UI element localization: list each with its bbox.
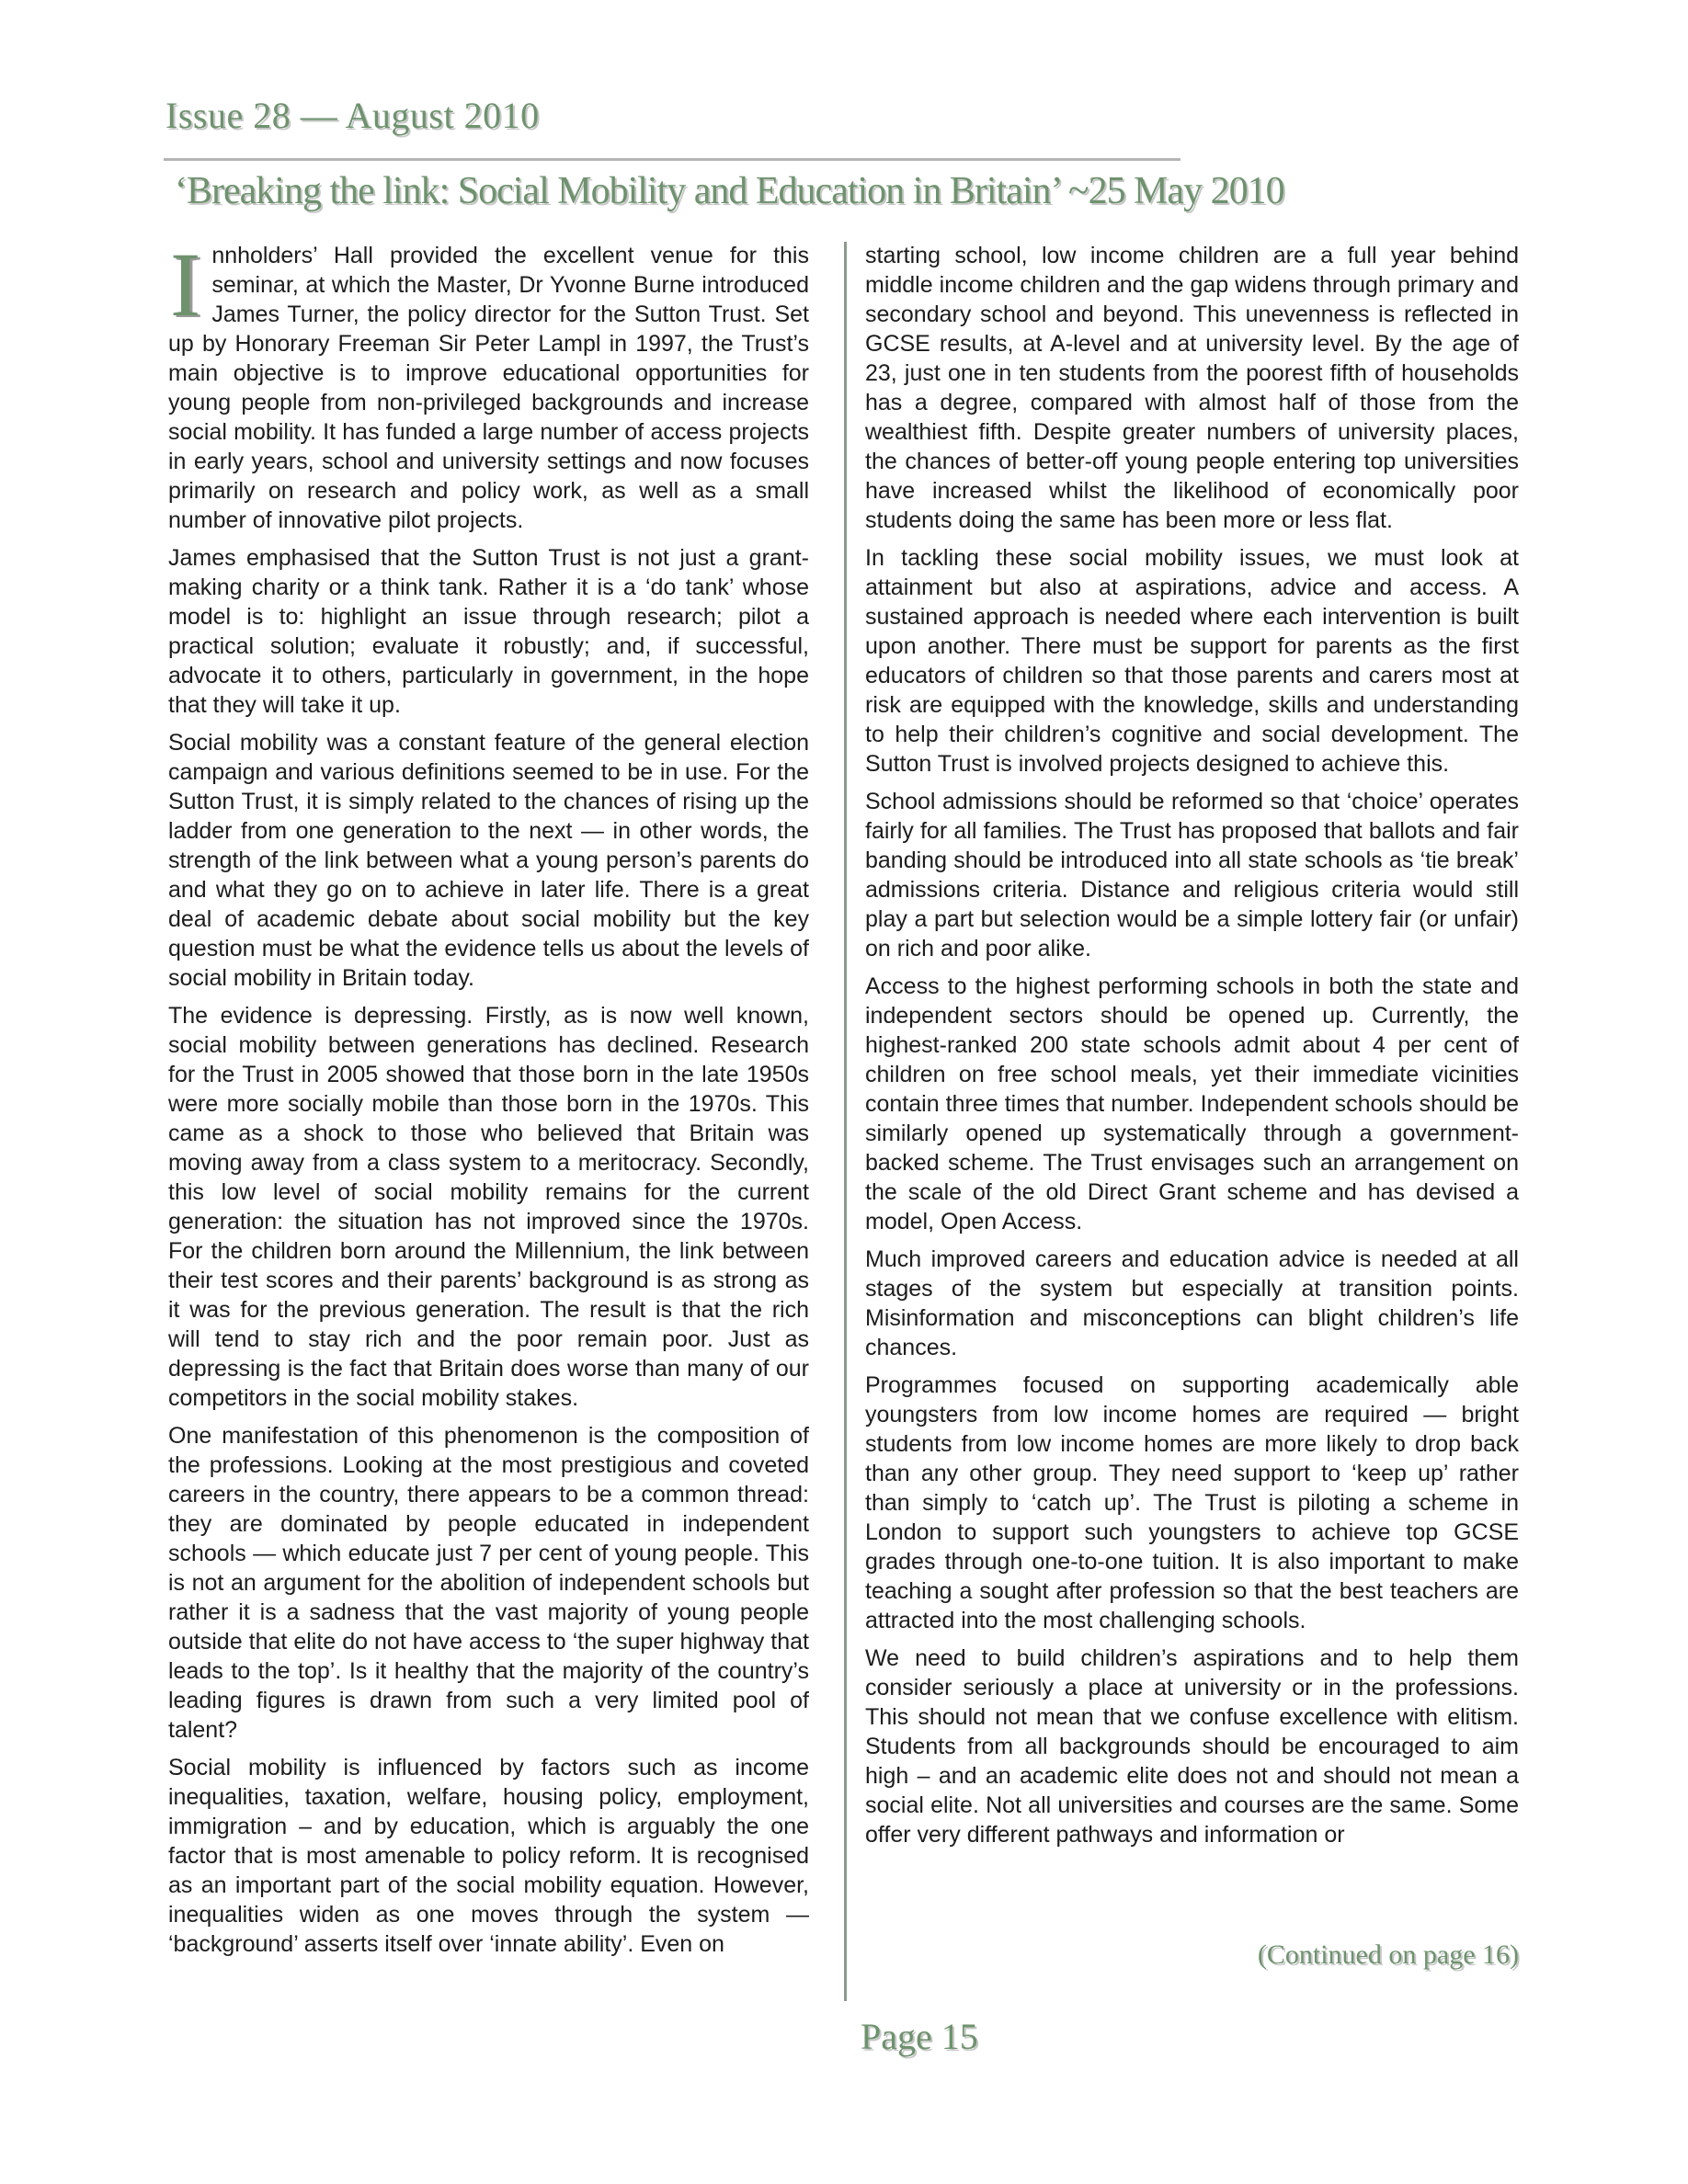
article-title: ‘Breaking the link: Social Mobility and Education in Britain’ ~25 May 2010 bbox=[175, 170, 1284, 212]
issue-header: Issue 28 — August 2010 bbox=[165, 95, 540, 136]
article-paragraph: Social mobility was a constant feature of the general election campaign and various definitions seemed to be in use. For the Sutton Trust, it is simply related to the chances of rising up the ladder from one generation to the next — in other words, the strength of the link between what a young person’s parents do and what they go on to achieve in later life. There is a great deal of academic debate about social mobility but the key question must be what the evidence tells us about the levels of social mobility in Britain today. bbox=[168, 730, 809, 991]
column-divider-line bbox=[844, 242, 847, 2001]
paragraph-text: nnholders’ Hall provided the excellent venue for this seminar, at which the Master, Dr Yvonne Burne introduced James Turner, the policy director for the Sutton Trust. Set up by Honorary Freeman Sir Peter Lampl in 1997, the Trust’s main objective is to improve educational opportunities for young people from non-privileged backgrounds and increase social mobility. It has funded a large number of access projects in early years, school and university settings and now focuses primarily on research and policy work, as well as a small number of innovative pilot projects. bbox=[168, 243, 809, 533]
article-paragraph: Access to the highest performing schools in both the state and independent sectors should be opened up. Currently, the highest-ranked 200 state schools admit about 4 per cent of children on free school meals, yet their immediate vicinities contain three times that number. Independent schools should be similarly opened up systematically through a government-backed scheme. The Trust envisages such an arrangement on the scale of the old Direct Grant scheme and has devised a model, Open Access. bbox=[865, 973, 1519, 1234]
article-paragraph: We need to build children’s aspirations and to help them consider seriously a place at university or in the professions. This should not mean that we confuse excellence with elitism. Students from all backgrounds should be encouraged to aim high – and an academic elite does not and should not mean a social elite. Not all universities and courses are the same. Some offer very different pathways and information or bbox=[865, 1645, 1519, 1848]
article-paragraph: Social mobility is influenced by factors such as income inequalities, taxation, welfare, housing policy, employment, immigration – and by education, which is arguably the one factor that is most amenable to policy reform. It is recognised as an important part of the social mobility equation. However, inequalities widen as one moves through the system — ‘background’ asserts itself over ‘innate ability’. Even on bbox=[168, 1755, 809, 1957]
continued-on-note: (Continued on page 16) bbox=[1257, 1939, 1519, 1970]
drop-cap: I bbox=[170, 233, 201, 336]
article-paragraph: School admissions should be reformed so that ‘choice’ operates fairly for all families. The Trust has proposed that ballots and fair banding should be introduced into all state schools as ‘tie break’ admissions criteria. Distance and religious criteria would still play a part but selection would be a simple lottery fair (or unfair) on rich and poor alike. bbox=[865, 789, 1519, 961]
article-paragraph: The evidence is depressing. Firstly, as is now well known, social mobility between generations has declined. Research for the Trust in 2005 showed that those born in the late 1950s were more socially mobile than those born in the 1970s. This came as a shock to those who believed that Britain was moving away from a class system to a meritocracy. Secondly, this low level of social mobility remains for the current generation: the situation has not improved since the 1970s. For the children born around the Millennium, the link between their test scores and their parents’ background is as strong as it was for the previous generation. The result is that the rich will tend to stay rich and the poor remain poor. Just as depressing is the fact that Britain does worse than many of our competitors in the social mobility stakes. bbox=[168, 1003, 809, 1411]
article-paragraph: Programmes focused on supporting academically able youngsters from low income homes are required — bright students from low income homes are more likely to drop back than any other group. They need support to ‘keep up’ rather than simply to ‘catch up’. The Trust is piloting a scheme in London to support such youngsters to achieve top GCSE grades through one-to-one tuition. It is also important to make teaching a sought after profession so that the best teachers are attracted into the most challenging schools. bbox=[865, 1372, 1519, 1633]
article-paragraph: starting school, low income children are a full year behind middle income children and the gap widens through primary and secondary school and beyond. This unevenness is reflected in GCSE results, at A-level and at university level. By the age of 23, just one in ten students from the poorest fifth of households has a degree, compared with almost half of those from the wealthiest fifth. Despite greater numbers of university places, the chances of better-off young people entering top universities have increased whilst the likelihood of economically poor students doing the same has been more or less flat. bbox=[865, 243, 1519, 533]
page-number: Page 15 bbox=[861, 2016, 978, 2057]
article-paragraph: James emphasised that the Sutton Trust is not just a grant-making charity or a think tank. Rather it is a ‘do tank’ whose model is to: highlight an issue through research; pilot a practical solution; evaluate it robustly; and, if successful, advocate it to others, particularly in government, in the hope that they will take it up. bbox=[168, 545, 809, 718]
article-paragraph: Much improved careers and education advice is needed at all stages of the system but especially at transition points. Misinformation and misconceptions can blight children’s life chances. bbox=[865, 1246, 1519, 1360]
article-paragraph: In tackling these social mobility issues, we must look at attainment but also at aspirations, advice and access. A sustained approach is needed where each intervention is built upon another. There must be support for parents as the first educators of children so that those parents and carers most at risk are equipped with the knowledge, skills and understanding to help their children’s cognitive and social development. The Sutton Trust is involved projects designed to achieve this. bbox=[865, 545, 1519, 777]
left-column bbox=[168, 233, 809, 1967]
article-paragraph: One manifestation of this phenomenon is the composition of the professions. Looking at the most prestigious and coveted careers in the country, there appears to be a common thread: they are dominated by people educated in independent schools — which educate just 7 per cent of young people. This is not an argument for the abolition of independent schools but rather it is a sadness that the vast majority of young people outside that elite do not have access to ‘the super highway that leads to the top’. Is it healthy that the majority of the country’s leading figures is drawn from such a very limited pool of talent? bbox=[168, 1423, 809, 1743]
right-column bbox=[865, 241, 1519, 1858]
article-paragraph bbox=[168, 233, 809, 535]
header-divider-rule bbox=[164, 158, 1180, 161]
